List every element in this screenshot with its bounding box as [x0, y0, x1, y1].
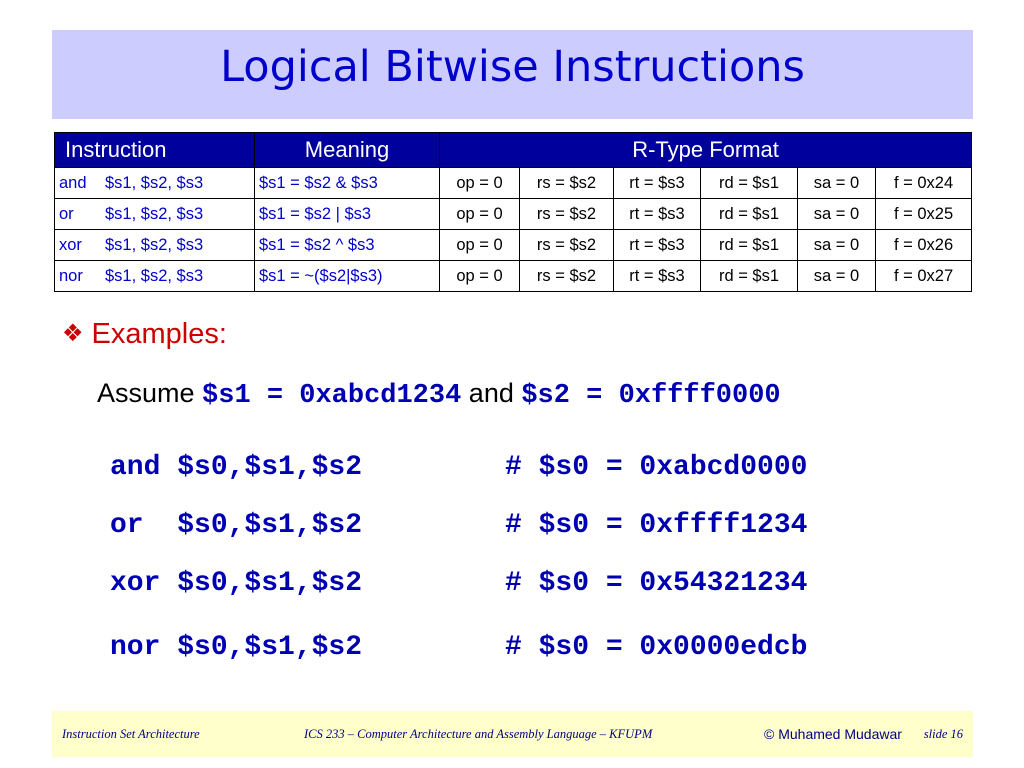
- operands: $s1, $s2, $s3: [105, 204, 204, 223]
- opcode: xor: [59, 235, 82, 254]
- field-op: op = 0: [440, 230, 520, 261]
- operands: $s1, $s2, $s3: [105, 173, 204, 192]
- assume-conj: and: [461, 378, 522, 408]
- slide-title: Logical Bitwise Instructions: [220, 42, 805, 92]
- example-comment: # $s0 = 0x0000edcb: [505, 632, 808, 663]
- field-funct: f = 0x26: [876, 230, 972, 261]
- example-comment: # $s0 = 0xabcd0000: [505, 452, 808, 483]
- field-rt: rt = $s3: [614, 168, 701, 199]
- example-line: [110, 568, 807, 599]
- example-line: [110, 510, 807, 541]
- examples-heading: [62, 318, 227, 351]
- assume-line: [97, 378, 781, 411]
- field-rs: rs = $s2: [520, 168, 614, 199]
- opcode: or: [59, 204, 74, 223]
- header-meaning: Meaning: [255, 133, 440, 168]
- instruction-cell: [55, 230, 255, 261]
- footer-slide-number: slide 16: [923, 727, 963, 741]
- examples-heading-text: Examples:: [91, 318, 227, 350]
- field-rs: rs = $s2: [520, 261, 614, 292]
- example-comment: # $s0 = 0x54321234: [505, 568, 808, 599]
- field-rs: rs = $s2: [520, 230, 614, 261]
- field-rd: rd = $s1: [701, 199, 798, 230]
- assume-prefix: Assume: [97, 378, 203, 408]
- operands: $s1, $s2, $s3: [105, 235, 204, 254]
- instruction-table: [54, 132, 972, 292]
- field-sa: sa = 0: [798, 230, 876, 261]
- field-op: op = 0: [440, 199, 520, 230]
- footer-copyright: © Muhamed Mudawar: [764, 726, 902, 742]
- instruction-cell: [55, 168, 255, 199]
- field-funct: f = 0x24: [876, 168, 972, 199]
- opcode: and: [59, 173, 87, 192]
- example-comment: # $s0 = 0xffff1234: [505, 510, 808, 541]
- field-funct: f = 0x25: [876, 199, 972, 230]
- assume-s1: $s1 = 0xabcd1234: [202, 381, 462, 411]
- footer-course-title: ICS 233 – Computer Architecture and Assembly Language – KFUPM: [304, 727, 653, 741]
- table-row: [55, 168, 972, 199]
- field-rt: rt = $s3: [614, 230, 701, 261]
- field-rt: rt = $s3: [614, 261, 701, 292]
- field-rs: rs = $s2: [520, 199, 614, 230]
- field-op: op = 0: [440, 168, 520, 199]
- field-sa: sa = 0: [798, 199, 876, 230]
- header-instruction: Instruction: [55, 133, 255, 168]
- example-line: [110, 452, 807, 483]
- table-row: [55, 261, 972, 292]
- field-rd: rd = $s1: [701, 261, 798, 292]
- operands: $s1, $s2, $s3: [105, 266, 204, 285]
- example-code: or $s0,$s1,$s2: [110, 510, 363, 541]
- instruction-cell: [55, 261, 255, 292]
- field-funct: f = 0x27: [876, 261, 972, 292]
- opcode: nor: [59, 266, 83, 285]
- table-row: [55, 199, 972, 230]
- table-row: [55, 230, 972, 261]
- footer-course-topic: Instruction Set Architecture: [62, 727, 200, 741]
- example-code: and $s0,$s1,$s2: [110, 452, 363, 483]
- table-header-row: [55, 133, 972, 168]
- field-rt: rt = $s3: [614, 199, 701, 230]
- field-rd: rd = $s1: [701, 230, 798, 261]
- meaning-cell: $s1 = $s2 ^ $s3: [255, 230, 440, 261]
- assume-s2: $s2 = 0xffff0000: [521, 381, 781, 411]
- title-bar: [52, 30, 973, 119]
- meaning-cell: $s1 = ~($s2|$s3): [255, 261, 440, 292]
- footer: [52, 711, 973, 757]
- instruction-cell: [55, 199, 255, 230]
- header-format: R-Type Format: [440, 133, 972, 168]
- example-line: [110, 632, 807, 663]
- diamond-bullet-icon: ❖: [62, 320, 84, 347]
- example-code: nor $s0,$s1,$s2: [110, 632, 363, 663]
- field-op: op = 0: [440, 261, 520, 292]
- field-rd: rd = $s1: [701, 168, 798, 199]
- field-sa: sa = 0: [798, 261, 876, 292]
- meaning-cell: $s1 = $s2 | $s3: [255, 199, 440, 230]
- meaning-cell: $s1 = $s2 & $s3: [255, 168, 440, 199]
- example-code: xor $s0,$s1,$s2: [110, 568, 363, 599]
- field-sa: sa = 0: [798, 168, 876, 199]
